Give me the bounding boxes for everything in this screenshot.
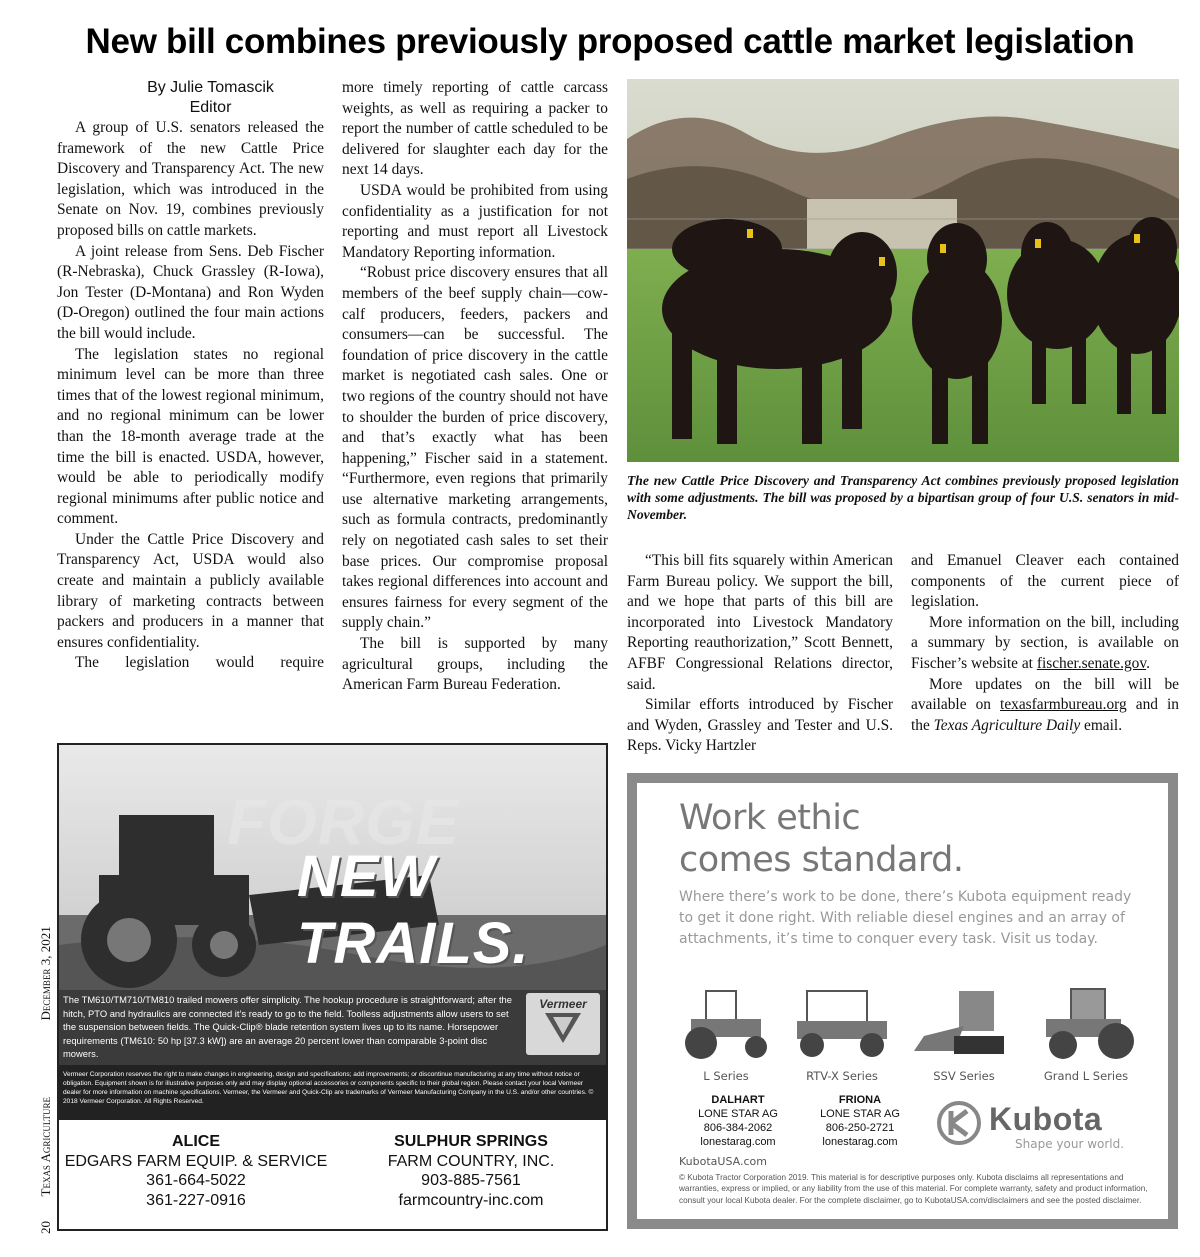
dealer-city: FRIONA <box>838 1094 882 1106</box>
tractor-icon <box>671 981 781 1063</box>
dealer-name: FARM COUNTRY, INC. <box>387 1152 555 1170</box>
vermeer-ad[interactable] <box>57 743 608 1231</box>
ad-disclaimer: Vermeer Corporation reserves the right to make changes in engineering, design and specifications; add improvements; or discontinue manufacturing at any time without notice or obligation. Equipment shown is for illustrative purposes only and may display optional accessories or components specific to their global region. Please contact your local Vermeer dealer for more information on machine specifications. Vermeer, the Vermeer and Quick-Clip are trademarks of Vermeer Manufacturing Company in the U.S. and/or other countries. © 2018 Vermeer Corporation. All Rights Reserved. <box>63 1071 594 1105</box>
paragraph: USDA would be prohibited from using confidentiality as a justification for not reporting and must report all Livestock Mandatory Reporting information. <box>342 181 608 261</box>
dealer-phone: 903-885-7561 <box>421 1172 521 1189</box>
paragraph: The legislation states no regional minimum level can be more than three times that of the lowest regional minimum, and no regional minimum can be lower than the 18-month average trade at the time the bill is enacted. USDA, however, would be able to periodically modify regional minimums after public notice and comment. <box>57 345 324 528</box>
ad-headline-1: Work ethic <box>679 798 861 838</box>
dealer-city: SULPHUR SPRINGS <box>394 1133 548 1150</box>
paragraph: “This bill fits squarely within American Farm Bureau policy. We support the bill, and we hope that parts of this bill are incorporated into Livestock Mandatory Reporting reauthorization,” Scott Bennett, AFBF Congressional Relations director, said. <box>627 552 893 693</box>
dealer-name: EDGARS FARM EQUIP. & SERVICE <box>64 1152 328 1170</box>
dealer-website[interactable]: lonestarag.com <box>822 1136 898 1148</box>
cattle-illustration <box>627 79 1179 462</box>
headline: New bill combines previously proposed cattle market legislation <box>85 22 1135 61</box>
paragraph: A joint release from Sens. Deb Fischer (R-Nebraska), Chuck Grassley (R-Iowa), Jon Tester (D-Montana) and Ron Wyden (D-Oregon) outlined the four main actions the bill would include. <box>57 242 324 342</box>
byline-title: Editor <box>189 99 232 116</box>
dealer-phone: 361-227-0916 <box>146 1191 246 1209</box>
cab-tractor-icon <box>1031 981 1141 1063</box>
photo-caption: The new Cattle Price Discovery and Transparency Act combines previously proposed legislation with some adjustments. The bill was proposed by a bipartisan group of four U.S. senators in mid-November. <box>627 473 1179 522</box>
machine-label: RTV-X Series <box>806 1069 878 1083</box>
machine-label: SSV Series <box>933 1069 995 1083</box>
skid-steer-icon <box>909 981 1019 1063</box>
byline-name: By Julie Tomascik <box>147 79 274 96</box>
dealer-name: LONE STAR AG <box>820 1108 900 1120</box>
paragraph: A group of U.S. senators released the framework of the new Cattle Price Discovery and Transparency Act. The new legislation, which was introduced in the Senate on Nov. 19, combines previously proposed bills on cattle markets. <box>57 119 324 239</box>
dealer-phone: 806-250-2721 <box>825 1122 895 1134</box>
kubota-website[interactable]: KubotaUSA.com <box>679 1155 767 1168</box>
dealer-friona <box>805 1093 915 1149</box>
text: email. <box>1080 716 1123 734</box>
paragraph: Similar efforts introduced by Fischer and Wyden, Grassley and Tester and U.S. Reps. Vicky Hartzler <box>627 696 893 755</box>
paragraph <box>911 675 1179 737</box>
text: More information on the bill, including a summary by section, is available on Fischer’s website at <box>911 613 1179 672</box>
fischer-website-link[interactable]: fischer.senate.gov <box>1036 654 1147 672</box>
brand-name: Vermeer <box>539 997 587 1011</box>
paragraph: and Emanuel Cleaver each contained components of the current piece of legislation. <box>911 552 1179 611</box>
dealer-website[interactable]: farmcountry-inc.com <box>398 1191 544 1209</box>
ad-headline-1: FORGE <box>227 786 460 858</box>
dealer-dalhart <box>683 1093 793 1149</box>
vermeer-v-icon <box>543 1011 583 1045</box>
text: . <box>1146 654 1150 672</box>
dealer-sulphur-springs <box>331 1132 608 1210</box>
dealer-website[interactable]: lonestarag.com <box>700 1136 776 1148</box>
sidebar-text <box>38 870 54 1234</box>
ad-body: Where there’s work to be done, there’s Kubota equipment ready to get it done right. With reliable diesel engines and an array of attachments, it’s time to conquer every task. Visit us today. <box>679 889 1132 947</box>
tagline: Shape your world. <box>1015 1137 1125 1151</box>
dealer-alice <box>57 1132 336 1210</box>
ad-disclaimer: © Kubota Tractor Corporation 2019. This material is for descriptive purposes only. Kubota disclaims all representations and warranties, express or implied, or any liability from the use of this material. For complete warranty, safety and product information, consult your local Kubota dealer. For the complete disclaimer, go to KubotaUSA.com/disclaimers and see the posted disclaimer. <box>679 1173 1148 1205</box>
machine-label: Grand L Series <box>1043 1069 1129 1083</box>
dealer-name: LONE STAR AG <box>698 1108 778 1120</box>
dealer-city: ALICE <box>172 1133 220 1150</box>
paragraph: more timely reporting of cattle carcass weights, as well as requiring a packer to report the number of cattle scheduled to be delivered for slaughter each day for the next 14 days. <box>342 79 608 179</box>
article-column-1 <box>57 78 324 674</box>
dealer-phone: 361-664-5022 <box>146 1172 246 1189</box>
brand-name: Kubota <box>989 1101 1103 1137</box>
vermeer-logo <box>526 993 600 1055</box>
machine-label: L Series <box>703 1069 749 1083</box>
publication-name: Texas Agriculture Daily <box>933 716 1081 734</box>
kubota-emblem-icon <box>937 1101 981 1145</box>
ad-headline-2: NEW TRAILS. <box>297 844 530 976</box>
mower-photo <box>59 745 606 1120</box>
article-column-4 <box>911 551 1179 736</box>
texasfarmbureau-link[interactable]: texasfarmbureau.org <box>1000 696 1127 714</box>
issue-date: December 3, 2021 <box>38 926 53 1021</box>
ad-body: The TM610/TM710/TM810 trailed mowers offer simplicity. The hookup procedure is straightforward; after the hitch, PTO and hydraulics are connected it’s ready to go to the field. Toolless adjustments allow users to set the suspension between fields. The Quick-Clip® blade retention system lives up to its name. Horsepower requirements (TM610: 50 hp [37.3 kW]) are an average 20 percent lower than comparable 3-point disc mowers. <box>63 994 512 1059</box>
article-column-3 <box>627 551 893 757</box>
cattle-photo <box>627 79 1179 462</box>
paragraph: The bill is supported by many agricultural groups, including the American Farm Bureau Federation. <box>342 635 608 694</box>
page-number: 20 <box>38 1221 53 1234</box>
text: More updates on the bill will be available on <box>911 675 1179 714</box>
kubota-ad[interactable] <box>627 773 1178 1229</box>
ad-headline-2: comes standard. <box>679 840 964 880</box>
article-column-2 <box>342 78 608 696</box>
publication-name: Texas Agriculture <box>38 1096 53 1197</box>
paragraph: The legislation would require <box>75 654 324 672</box>
byline <box>97 78 324 118</box>
paragraph <box>911 613 1179 675</box>
ad-headline <box>679 797 964 881</box>
paragraph: Under the Cattle Price Discovery and Transparency Act, USDA would also create and maintain a publicly available library of marketing contracts between packers and producers in a manner that ensures confidentiality. <box>57 530 324 651</box>
paragraph: “Robust price discovery ensures that all members of the beef supply chain—cow-calf producers, feeders, packers and consumers—can be successful. The foundation of price discovery in the cattle market is negotiated cash sales. One or two regions of the country should not have to shoulder the burden of price discovery, and that’s exactly what has been happening,” Fischer said in a statement. “Furthermore, even regions that primarily use alternative marketing arrangements, such as formula contracts, predominantly rely on negotiated cash sales to set their base prices. Our compromise proposal takes regional differences into account and ensures fairness for every segment of the supply chain.” <box>342 264 608 632</box>
dealer-phone: 806-384-2062 <box>703 1122 773 1134</box>
kubota-logo <box>937 1101 1137 1155</box>
dealer-city: DALHART <box>711 1094 765 1106</box>
utility-vehicle-icon <box>787 981 897 1063</box>
text: and in the <box>911 696 1179 734</box>
